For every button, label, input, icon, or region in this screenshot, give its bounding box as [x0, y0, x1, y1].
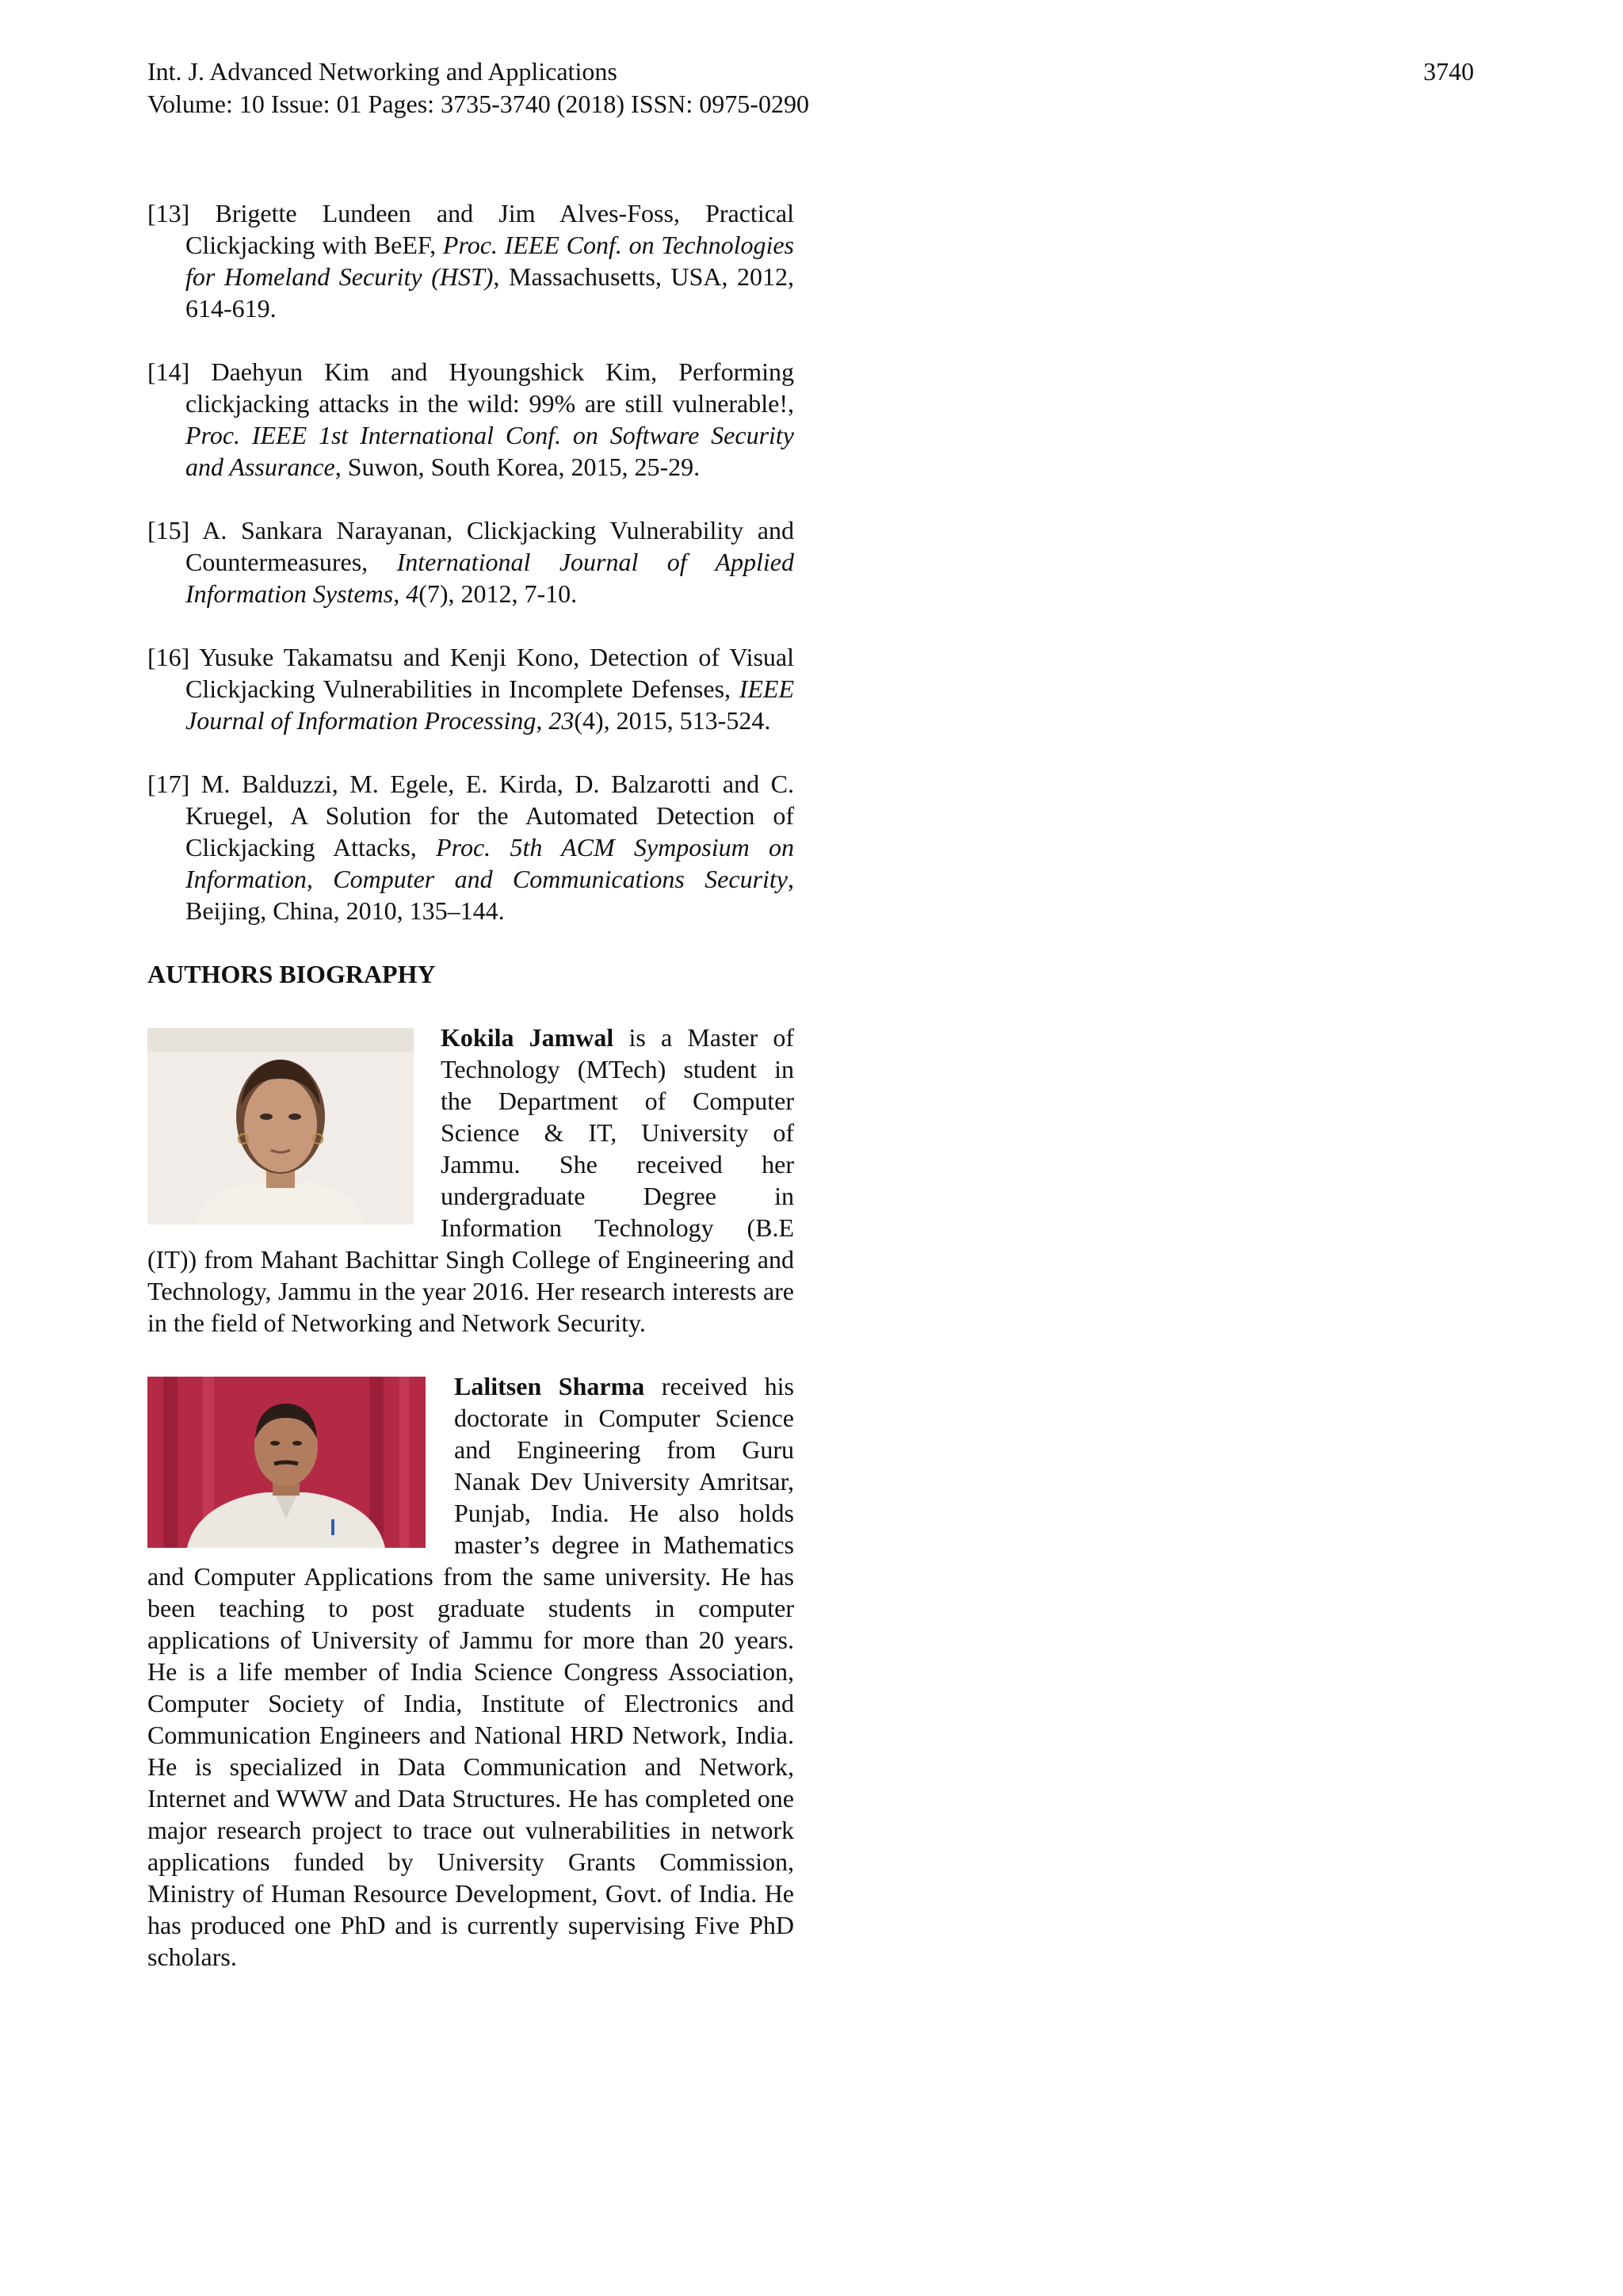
reference-13: [147, 197, 794, 324]
ref-text: Brigette Lundeen and Jim Alves-Foss, Practical Clickjacking with BeEF,: [185, 199, 794, 259]
ref-venue: Proc. 5th ACM Symposium on Information, Computer and Communications Security: [185, 833, 795, 893]
reference-16: [147, 641, 794, 736]
ref-text: A. Sankara Narayanan, Clickjacking Vulnerability and Countermeasures,: [185, 516, 795, 576]
reference-15: [147, 514, 794, 609]
ref-number: [15]: [147, 516, 190, 544]
ref-details: , Beijing, China, 2010, 135–144.: [185, 865, 794, 925]
author-name: Kokila Jamwal: [441, 1023, 614, 1052]
ref-text: Daehyun Kim and Hyoungshick Kim, Performing clickjacking attacks in the wild: 99% are still vulnerable!,: [185, 357, 795, 418]
ref-venue: IEEE Journal of Information Processing, 23: [185, 674, 794, 735]
ref-details: , Suwon, South Korea, 2015, 25-29.: [334, 453, 701, 481]
ref-details: (4), 2015, 513-524.: [574, 706, 771, 735]
left-column: [147, 197, 794, 2004]
section-heading: AUTHORS BIOGRAPHY: [147, 960, 436, 988]
author-photo: [147, 1377, 426, 1548]
ref-number: [13]: [147, 199, 190, 227]
ref-separator: ,: [393, 579, 407, 608]
ref-number: [16]: [147, 643, 190, 671]
reference-17: [147, 768, 794, 926]
ref-number: [17]: [147, 770, 190, 798]
reference-14: [147, 356, 794, 483]
author-bio-sharma: [147, 1370, 794, 1973]
author-name: Lalitsen Sharma: [454, 1372, 645, 1400]
portrait-male-image: [147, 1377, 426, 1548]
running-header: [147, 55, 809, 120]
author-bio-jamwal: [147, 1022, 794, 1339]
ref-venue: International Journal of Applied Information Systems: [185, 548, 795, 608]
author-description: is a Master of Technology (MTech) student in the Department of Computer Science & IT, University of Jammu. She received her undergraduate Degree in Information Technology (B.E (IT)) from Mahant Bachittar Singh College of Engineering and Technology, Jammu in the year 2016. Her research interests are in the field of Networking and Network Security.: [147, 1023, 795, 1337]
ref-text: M. Balduzzi, M. Egele, E. Kirda, D. Balzarotti and C. Kruegel, A Solution for the Automated Detection of Clickjacking Attacks,: [185, 770, 795, 861]
author-description: received his doctorate in Computer Science and Engineering from Guru Nanak Dev University Amritsar, Punjab, India. He also holds master’s degree in Mathematics and Computer Applications from the same university. He has been teaching to post graduate students in computer applications of University of Jammu for more than 20 years. He is a life member of India Science Congress Association, Computer Society of India, Institute of Electronics and Communication Engineers and National HRD Network, India. He is specialized in Data Communication and Network, Internet and WWW and Data Structures. He has completed one major research project to trace out vulnerabilities in network applications funded by University Grants Commission, Ministry of Human Resource Development, Govt. of India. He has produced one PhD and is currently supervising Five PhD scholars.: [147, 1372, 795, 1971]
author-photo: [147, 1028, 414, 1224]
ref-number: [14]: [147, 357, 190, 386]
ref-volume: 4: [406, 579, 419, 608]
ref-venue: Proc. IEEE 1st International Conf. on Software Security and Assurance: [185, 421, 794, 481]
ref-text: Yusuke Takamatsu and Kenji Kono, Detection of Visual Clickjacking Vulnerabilities in Incomplete Defenses,: [185, 643, 795, 703]
journal-title: Int. J. Advanced Networking and Applications: [147, 57, 617, 86]
ref-details: (7), 2012, 7-10.: [418, 579, 578, 608]
ref-details: , Massachusetts, USA, 2012, 614-619.: [185, 262, 794, 323]
page-number: 3740: [1423, 57, 1474, 86]
ref-venue: Proc. IEEE Conf. on Technologies for Homeland Security (HST): [185, 231, 795, 291]
volume-info: Volume: 10 Issue: 01 Pages: 3735-3740 (2018) ISSN: 0975-0290: [147, 90, 809, 118]
portrait-female-image: [147, 1028, 414, 1224]
